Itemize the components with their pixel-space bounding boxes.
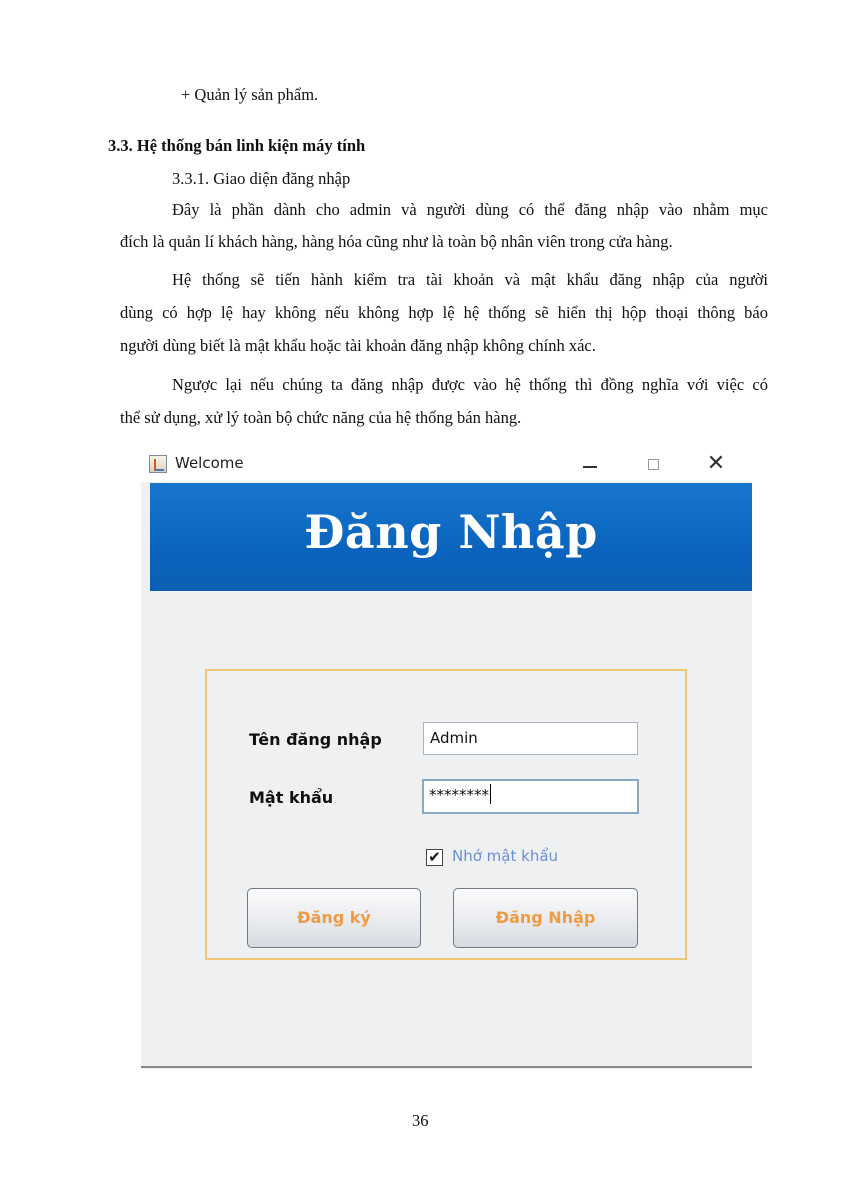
remember-label[interactable]: Nhớ mật khẩu bbox=[452, 847, 559, 865]
close-icon[interactable]: ✕ bbox=[706, 451, 726, 476]
password-label: Mật khẩu bbox=[249, 788, 334, 807]
password-input[interactable] bbox=[422, 779, 639, 814]
login-banner bbox=[150, 483, 752, 591]
window-bottom-border bbox=[141, 1066, 752, 1068]
remember-checkbox[interactable]: ✔ bbox=[426, 849, 443, 866]
login-window-screenshot bbox=[141, 447, 752, 1069]
username-label: Tên đăng nhập bbox=[249, 730, 382, 749]
para1-line2: đích là quản lí khách hàng, hàng hóa cũng như là toàn bộ nhân viên trong cửa hàng. bbox=[120, 232, 673, 251]
window-title: Welcome bbox=[175, 454, 244, 472]
para1-line1: Đây là phần dành cho admin và người dùng có thể đăng nhập vào nhằm mục bbox=[172, 200, 768, 219]
register-button[interactable]: Đăng ký bbox=[247, 888, 421, 948]
para2-line2: dùng có hợp lệ hay không nếu không hợp lệ hệ thống sẽ hiển thị hộp thoại thông báo bbox=[120, 303, 768, 322]
subsection-heading: 3.3.1. Giao diện đăng nhập bbox=[172, 169, 351, 188]
window-titlebar bbox=[141, 447, 752, 482]
text-caret bbox=[490, 784, 491, 804]
bullet-item: + Quản lý sản phẩm. bbox=[181, 85, 319, 104]
section-heading: 3.3. Hệ thống bán linh kiện máy tính bbox=[108, 136, 366, 155]
minimize-icon[interactable] bbox=[575, 450, 605, 478]
maximize-icon[interactable] bbox=[639, 450, 669, 478]
password-value: ******** bbox=[429, 786, 489, 804]
banner-title: Đăng Nhập bbox=[304, 505, 598, 559]
page-number: 36 bbox=[412, 1111, 429, 1130]
para2-line3: người dùng biết là mật khẩu hoặc tài khoản đăng nhập không chính xác. bbox=[120, 336, 596, 355]
para3-line2: thể sử dụng, xử lý toàn bộ chức năng của hệ thống bán hàng. bbox=[120, 408, 522, 427]
login-button[interactable]: Đăng Nhập bbox=[453, 888, 638, 948]
login-form-panel bbox=[205, 669, 687, 960]
java-app-icon bbox=[149, 455, 167, 473]
username-input[interactable]: Admin bbox=[423, 722, 638, 755]
para3-line1: Ngược lại nếu chúng ta đăng nhập được vào hệ thống thì đồng nghĩa với việc có bbox=[172, 375, 768, 394]
para2-line1: Hệ thống sẽ tiến hành kiểm tra tài khoản và mật khẩu đăng nhập của người bbox=[172, 270, 768, 289]
